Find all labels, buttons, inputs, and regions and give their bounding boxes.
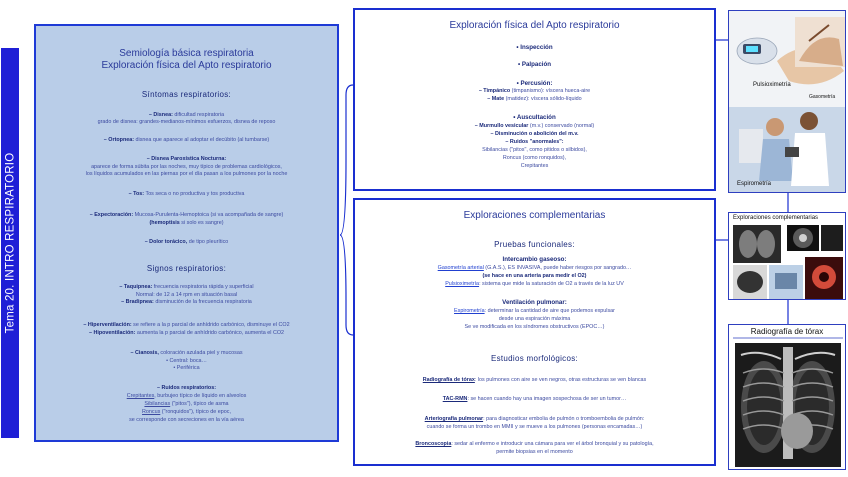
radiografia-line [355,377,714,383]
auscultacion-item: • Auscultación [513,114,556,121]
text-fragment: – Disminución o abolición del m.v. [490,131,579,137]
text-fragment: dificultad respiratoria [172,112,225,118]
ruidos-heading [36,385,337,391]
imaging-collage-panel [728,212,846,300]
pulsioximetria-line [355,281,714,287]
text-fragment: : se hacen cuando hay una imagen sospechosa de ser un tumor… [467,396,627,402]
bradipnea-line [36,299,337,305]
brace-connector [340,235,353,335]
disnea-sub: grado de disnea: grandes-medianos-mínimos esfuerzos, disnea de reposo [97,119,276,125]
disnea-line [36,112,337,118]
chest-xray-image [729,325,846,470]
text-fragment: de tipo pleurítico [187,239,229,245]
text-fragment: (m.v.) conservado (normal) [528,123,595,129]
semiologia-subtitle: Exploración física del Apto respiratorio [101,60,272,71]
disminucion-line [355,131,714,137]
text-fragment: coloración azulada piel y mucosas [158,350,243,356]
cianosis-central: • Central: boca… [166,358,207,364]
text-fragment: (G.A.S.), ES INVASIVA, puede haber riesgos por sangrado… [483,265,632,271]
text-fragment: – Hipoventilación: [88,330,136,336]
gasometria-line [355,265,714,271]
text-fragment: – Ruidos respiratorios: [156,385,216,391]
text-fragment: (matidez): víscera sólido-líquido [504,96,582,102]
espirometria-sub2: Se ve modificada en los síndromes obstructivos (EPOC…) [464,324,605,330]
text-fragment: se refiere a la p parcial de anhídrido carbónico, disminuye el CO2 [131,322,290,328]
dpn-sub2: los líquidos acumulados en las piernas por el día pasan a los pulmones por la noche [85,171,288,177]
text-fragment: frecuencia respiratoria rápida y superficial [152,284,254,290]
term-label: Broncoscopia [415,441,452,447]
text-fragment: – Bradipnea: [121,299,154,305]
text-fragment: disminución de la frecuencia respiratoria [153,299,252,305]
text-fragment: ("pitos"), típico de asma [170,401,229,407]
text-fragment: – Cianosis, [130,350,159,356]
semiologia-title: Semiología básica respiratoria [119,48,254,59]
tos-line [36,191,337,197]
text-fragment: ("ronquidos"), típico de epoc, [160,409,231,415]
pulsioximetria-caption: Pulsioximetría [753,82,791,88]
cianosis-line [36,350,337,356]
exploraciones-complementarias-box [353,198,716,466]
sibilancias-line [36,401,337,407]
palpacion-item: • Palpación [517,61,552,68]
sintomas-heading: Síntomas respiratorios: [141,90,232,99]
topic-side-tab [1,48,19,438]
text-fragment: : los pulmones con aire se ven negros, otras estructuras se ven blancas [474,377,647,383]
radiografia-panel [728,324,846,470]
crepitantes-line [36,393,337,399]
term-label: TAC-RMN [442,396,468,402]
hiperventilacion-line [36,322,337,328]
intercambio-heading: Intercambio gaseoso: [502,256,567,263]
term-label: Sibilancias [144,401,171,407]
text-fragment: – Hiperventilación: [83,322,132,328]
complementarias-title: Exploraciones complementarias [463,210,606,221]
expectoracion-line [36,212,337,218]
text-fragment: Mucosa-Purulenta-Hemoptoica (si va acompañada de sangre) [133,212,284,218]
clinical-photos [729,11,846,193]
text-fragment: – Taquipnea: [119,284,153,290]
text-fragment: – Expectoración: [89,212,134,218]
text-fragment: – Dolor torácico, [144,239,188,245]
term-label: Radiografía de tórax [422,377,475,383]
text-fragment: Tos seca o no productiva y tos productiva [144,191,245,197]
photos-fisica-panel [728,10,846,193]
dolor-line [36,239,337,245]
text-fragment: – Timpánico [478,88,511,94]
text-fragment: : para diagnosticar embolia de pulmón o tromboembolia de pulmón: [483,416,645,422]
tac-line [355,396,714,402]
signos-heading: Signos respiratorios: [146,264,227,273]
imaging-caption: Exploraciones complementarias [733,215,819,221]
arteriografia-line [355,416,714,422]
semiologia-box [34,24,339,442]
roncus-line [36,409,337,415]
text-fragment: : determinar la cantidad de aire que podemos expulsar [484,308,615,314]
term-label: Gasometría arterial [437,265,484,271]
topic-title: Tema 20. INTRO RESPIRATORIO [4,152,16,334]
text-fragment: – Ruidos "anormales": [505,139,564,145]
imaging-thumbnails [729,213,846,300]
cianosis-periferica: • Periférica [173,365,200,371]
text-fragment: (hemoptisis [149,220,180,226]
broncoscopia-line [355,441,714,447]
text-fragment: disnea que aparece al adoptar el decúbito (al tumbarse) [134,137,270,143]
murmullo-line [355,123,714,129]
espirometria-sub1: desde una espiración máxima [498,316,571,322]
arteriografia-sub: cuando se forma un trombo en MMII y se mueve a los pulmones (personas encamadas…) [426,424,643,430]
text-fragment: – Disnea: [148,112,173,118]
gasometria-sub [355,273,714,279]
term-label: Crepitantes [126,393,155,399]
term-label: Pulsioximetría [445,281,480,287]
fisica-title: Exploración física del Apto respiratorio [449,20,620,31]
mate-line [355,96,714,102]
text-fragment: aumenta la p parcial de anhídrido carbónico, aumenta el CO2 [135,330,285,336]
text-fragment: – Ortopnea: [103,137,135,143]
text-fragment: : sistema que mide la saturación de O2 a través de la luz UV [479,281,624,287]
exploracion-fisica-box [353,8,716,191]
inspeccion-item: • Inspección [516,44,553,51]
espirometria-line [355,308,714,314]
ruidos-anormales-line [355,139,714,145]
broncoscopia-sub: permite biopsias en el momento [496,449,573,455]
hemoptisis-line [36,220,337,226]
timpanico-line [355,88,714,94]
pruebas-funcionales-heading: Pruebas funcionales: [494,240,575,249]
term-label: Roncus [142,409,161,415]
text-fragment: (timpanismo): víscera hueca-aire [510,88,591,94]
term-label: Arteriografía pulmonar [424,416,484,422]
text-fragment: (se hace en una arteria para medir el O2) [482,273,587,279]
percusion-item: • Percusión: [516,80,553,87]
sibilancias-item: Sibilancias ("pitos", como pitidos o silbidos), [482,147,587,153]
gasometria-caption: Gasometría [809,94,836,100]
text-fragment: : sedar al enfermo e introducir una cámara para ver el árbol bronquial y su patología, [451,441,654,447]
brace-connector [340,85,353,235]
dpn-sub1: aparece de forma súbita por las noches, muy típico de problemas cardiológicos, [91,164,282,170]
roncus-sub: se corresponde con secreciones en la vía aérea [129,417,244,423]
text-fragment: , burbujeo típico de líquido en alveolos [154,393,247,399]
text-fragment: – Tos: [128,191,145,197]
estudios-morfologicos-heading: Estudios morfológicos: [490,354,579,363]
espirometria-caption: Espirometría [737,181,772,187]
taquipnea-line [36,284,337,290]
text-fragment: – Disnea Paroxística Nocturna: [146,156,227,162]
roncus-item: Roncus (como ronquidos), [502,155,567,161]
dpn-line [36,156,337,162]
taquipnea-sub: Normal: de 12 a 14 rpm en situación basal [135,292,238,298]
text-fragment: si solo es sangre) [179,220,224,226]
radiografia-title: Radiografía de tórax [750,327,824,336]
text-fragment: – Mate [487,96,505,102]
hipoventilacion-line [36,330,337,336]
crepitantes-item: Crepitantes [520,163,549,169]
ventilacion-heading: Ventilación pulmonar: [502,299,567,306]
ortopnea-line [36,137,337,143]
text-fragment: – Murmullo vesicular [474,123,529,129]
term-label: Espirometría [454,308,485,314]
